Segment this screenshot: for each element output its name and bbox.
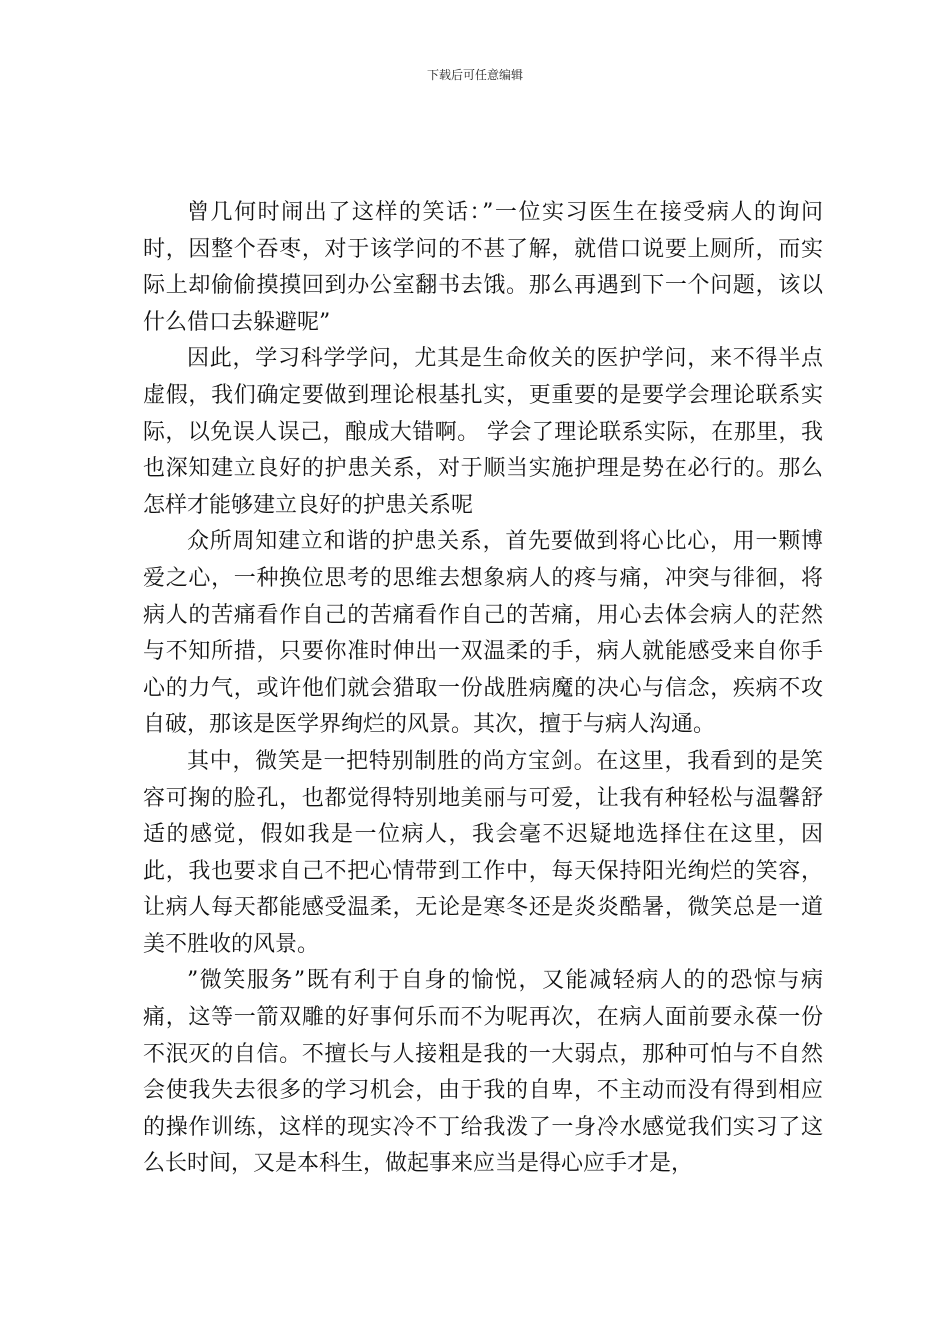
document-body xyxy=(143,195,823,1183)
paragraph-5: ”微笑服务”既有利于自身的愉悦，又能减轻病人的的恐惊与病痛，这等一箭双雕的好事何乐而不为呢再次，在病人面前要永葆一份不泯灭的自信。不擅长与人接粗是我的一大弱点，那种可怕与不自然会使我失去很多的学习机会，由于我的自卑，不主动而没有得到相应的操作训练，这样的现实冷不丁给我泼了一身冷水感觉我们实习了这么长时间，又是本科生，做起事来应当是得心应手才是， xyxy=(143,968,823,1177)
paragraph-1: 曾几何时闹出了这样的笑话：”一位实习医生在接受病人的询问时，因整个吞枣，对于该学问的不甚了解，就借口说要上厕所，而实际上却偷偷摸摸回到办公室翻书去饿。那么再遇到下一个问题，该以什么借口去躲避呢” xyxy=(143,200,823,335)
paragraph-3: 众所周知建立和谐的护患关系，首先要做到将心比心，用一颗博爱之心，一种换位思考的思维去想象病人的疼与痛，冲突与徘徊，将病人的苦痛看作自己的苦痛看作自己的苦痛，用心去体会病人的茫然与不知所措，只要你准时伸出一双温柔的手，病人就能感受来自你手心的力气，或许他们就会猎取一份战胜病魔的决心与信念，疾病不攻自破，那该是医学界绚烂的风景。其次，擅于与病人沟通。 xyxy=(143,529,823,738)
paragraph-2: 因此，学习科学学问，尤其是生命攸关的医护学问，来不得半点虚假，我们确定要做到理论根基扎实，更重要的是要学会理论联系实际，以免误人误己，酿成大错啊。 学会了理论联系实际，在那里，我也深知建立良好的护患关系，对于顺当实施护理是势在必行的。那么怎样才能够建立良好的护患关系呢 xyxy=(143,346,823,518)
page-header: 下载后可任意编辑 xyxy=(426,68,523,82)
paragraph-4: 其中，微笑是一把特别制胜的尚方宝剑。在这里，我看到的是笑容可掬的脸孔，也都觉得特别地美丽与可爱，让我有种轻松与温馨舒适的感觉，假如我是一位病人，我会毫不迟疑地选择住在这里，因此，我也要求自己不把心情带到工作中，每天保持阳光绚烂的笑容，让病人每天都能感受温柔，无论是寒冬还是炎炎酷暑，微笑总是一道美不胜收的风景。 xyxy=(143,748,823,957)
